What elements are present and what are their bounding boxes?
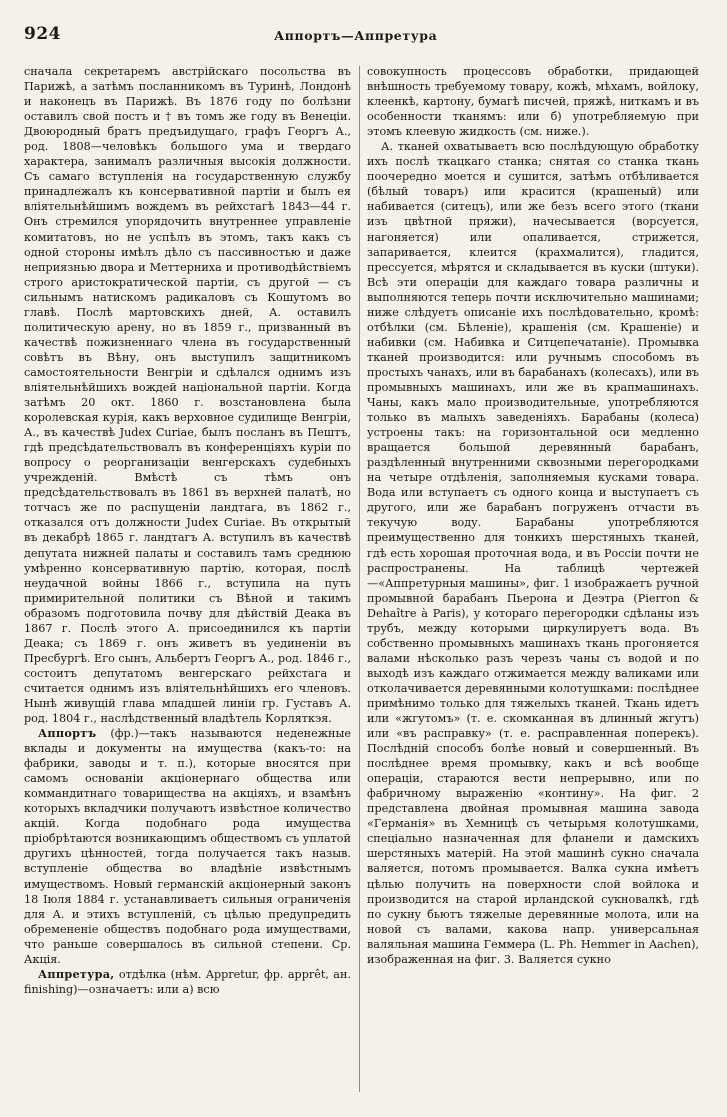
- entry-apport: [24, 726, 351, 967]
- entry-term-apport: Аппортъ: [38, 726, 97, 741]
- entry-text-apport: (фр.)—такъ называются неденежные вклады и документы на имущества (какъ-то: на фабрики, заводы и т. п.), которые вносятся при самомъ основаніи акціонернаго общества или коммандитнаго товарищества на акціяхъ, и взамѣнъ которыхъ вкладчики получаютъ извѣстное количество акцій. Когда подобнаго рода имущества пріобрѣтаются возникающимъ обществомъ съ уплатой другихъ цѣнностей, тогда получается такъ назыв. вступленіе общества во владѣніе извѣстнымъ имуществомъ. Новый германскій акціонерный законъ 18 Іюля 1884 г. устанавливаетъ сильныя ограниченія для А. и этихъ вступленій, съ цѣлью предупредить обремененіе обществъ подобнаго рода имуществами, что раньше совершалось въ сильной степени. Ср. Акція.: [24, 727, 351, 966]
- entry-appretura: [24, 967, 351, 997]
- article-continuation: сначала секретаремъ австрійскаго посольства въ Парижѣ, а затѣмъ посланникомъ въ Туринѣ, Лондонѣ и наконецъ въ Парижѣ. Въ 1876 году по болѣзни оставилъ свой постъ и † въ томъ же году въ Венеціи. Двоюродный братъ предъидущаго, графъ Георгъ А., род. 1808—человѣкъ большого ума и твердаго характера, занималъ различныя высокія должности. Съ самаго вступленія на государственную службу принадлежалъ къ консервативной партіи и былъ ея вліятельнѣйшимъ вождемъ въ рейхстагѣ 1843—44 г. Онъ стремился упорядочить внутреннее управленіе комитатовъ, но не успѣлъ въ этомъ, такъ какъ съ одной стороны имѣлъ дѣло съ пассивностью и даже неприязнью двора и Меттерниха и противодѣйствіемъ строго аристократической партіи, съ другой — съ сильнымъ натискомъ радикаловъ съ Кошутомъ во главѣ. Послѣ мартовскихъ дней, А. оставилъ политическую арену, но въ 1859 г., призванный въ качествѣ пожизненнаго члена въ государственный совѣтъ въ Вѣну, онъ выступилъ защитникомъ самостоятельности Венгріи и сдѣлался однимъ изъ вліятельнѣйшихъ вождей національной партіи. Когда затѣмъ 20 окт. 1860 г. возстановлена была королевская курія, какъ верховное судилище Венгріи, А., въ качествѣ Judex Curiae, былъ посланъ въ Пештъ, гдѣ предсѣдательствовалъ въ конференціяхъ куріи по вопросу о реорганизаціи венгерскахъ судебныхъ учрежденій. Вмѣстѣ съ тѣмъ онъ предсѣдательствовалъ въ 1861 въ верхней палатѣ, но тотчасъ же по распущеніи ландтага, въ 1862 г., отказался отъ должности Judex Curiae. Въ открытый въ декабрѣ 1865 г. ландтагъ А. вступилъ въ качествѣ депутата нижней палаты и составилъ тамъ среднюю умѣренно консервативную партію, которая, послѣ неудачной войны 1866 г., вступила на путь примирительной политики съ Вѣной и такимъ образомъ подготовила почву для дѣйствій Деака въ 1867 г. Послѣ этого А. присоединился къ партіи Деака; съ 1869 г. онъ живетъ въ уединеніи въ Пресбургѣ. Его сынъ, Альбертъ Георгъ А., род. 1846 г., состоитъ депутатомъ венгерскаго рейхстага и считается однимъ изъ вліятельнѣйшихъ его членовъ. Нынѣ живущій глава младшей линіи гр. Густавъ А. род. 1804 г., наслѣдственный владѣтель Корляткэя.: [24, 65, 351, 726]
- appretura-tkanei-paragraph: А. тканей охватываетъ всю послѣдующую обработку ихъ послѣ ткацкаго станка; снятая со станка ткань поочередно моется и сушится, затѣмъ отбѣливается (бѣлый товаръ) или красится (крашеный) или набивается (ситецъ), или же безъ всего этого (ткани изъ цвѣтной пряжи), начесывается (ворсуется, нагоняется) или опаливается, стрижется, запаривается, клеится (крахмалится), гладится, прессуется, мѣрятся и складывается въ куски (штуки). Всѣ эти операціи для каждаго товара различны и выполняются теперь почти исключительно машинами; ниже слѣдуетъ описаніе ихъ послѣдовательно, кромѣ: отбѣлки (см. Бѣленіе), крашенія (см. Крашеніе) и набивки (см. Набивка и Ситцепечатаніе). Промывка тканей производится: или ручнымъ способомъ въ простыхъ чанахъ, или въ барабанахъ (колесахъ), или въ промывныхъ машинахъ, или же въ крапмашинахъ. Чаны, какъ мало производительные, употребляются только въ малыхъ заведеніяхъ. Барабаны (колеса) устроены такъ: на горизонтальной оси медленно вращается большой деревянный барабанъ, раздѣленный внутренними сквозными перегородками на четыре отдѣленія, заполняемыя кусками товара. Вода или вступаетъ съ одного конца и выступаетъ съ другого, или же барабанъ погруженъ отчасти въ текучую воду. Барабаны употребляются преимущественно для тонкихъ шерстяныхъ тканей, гдѣ есть хорошая проточная вода, и въ Россіи почти не распространены. На таблицѣ чертежей—«Аппретурныя машины», фиг. 1 изображаетъ ручной промывной барабанъ Пьерона и Деэтра (Pierron & Dehaître à Paris), у котораго перегородки сдѣланы изъ трубъ, между которыми циркулируетъ вода. Въ собственно промывныхъ машинахъ ткань прогоняется валами нѣсколько разъ черезъ чаны съ водой и по выходѣ изъ каждаго отжимается между валиками или отколачивается деревянными колотушками: послѣднее примѣнимо только для тяжелыхъ тканей. Ткань идетъ или «жгутомъ» (т. е. скомканная въ длинный жгутъ) или «въ расправку» (т. е. расправленная поперекъ). Послѣдній способъ болѣе новый и совершенный. Въ послѣднее время промывку, какъ и всѣ вообще операціи, стараются вести непрерывно, или по фабричному выраженію «контину». На фиг. 2 представлена двойная промывная машина завода «Германія» въ Хемницѣ съ четырьмя колотушками, спеціально назначенная для фланели и дамскихъ шерстяныхъ матерій. На этой машинѣ сукно сначала валяется, потомъ промывается. Валка сукна имѣетъ цѣлью получить на поверхности слой войлока и производится на старой ирландской сукновалкѣ, гдѣ по сукну бьютъ тяжелые деревянные молота, или на новой съ валами, какова напр. универсальная валяльная машина Геммера (L. Ph. Hemmer in Aachen), изображенная на фиг. 3. Валяется сукно: [367, 140, 699, 966]
- entry-term-appretura: Аппретура,: [38, 966, 115, 981]
- left-column: [24, 64, 351, 997]
- page-number: 924: [24, 24, 61, 44]
- entry-text-appretura: отдѣлка (нѣм. Appretur, фр. apprêt, ан. finishing)—означаетъ: или a) всю: [24, 967, 351, 996]
- page-header: [0, 14, 727, 50]
- running-title: Аппортъ—Аппретура: [274, 28, 438, 43]
- appretura-continuation: совокупность процессовъ обработки, придающей внѣшность требуемому товару, кожѣ, мѣхамъ, войлоку, клеенкѣ, картону, бумагѣ писчей, пряжѣ, ниткамъ и въ особенности тканямъ: или б) употребляемую при этомъ клеевую жидкость (см. нижe.).: [367, 65, 699, 139]
- column-divider: [359, 66, 360, 1092]
- right-column: [367, 64, 699, 967]
